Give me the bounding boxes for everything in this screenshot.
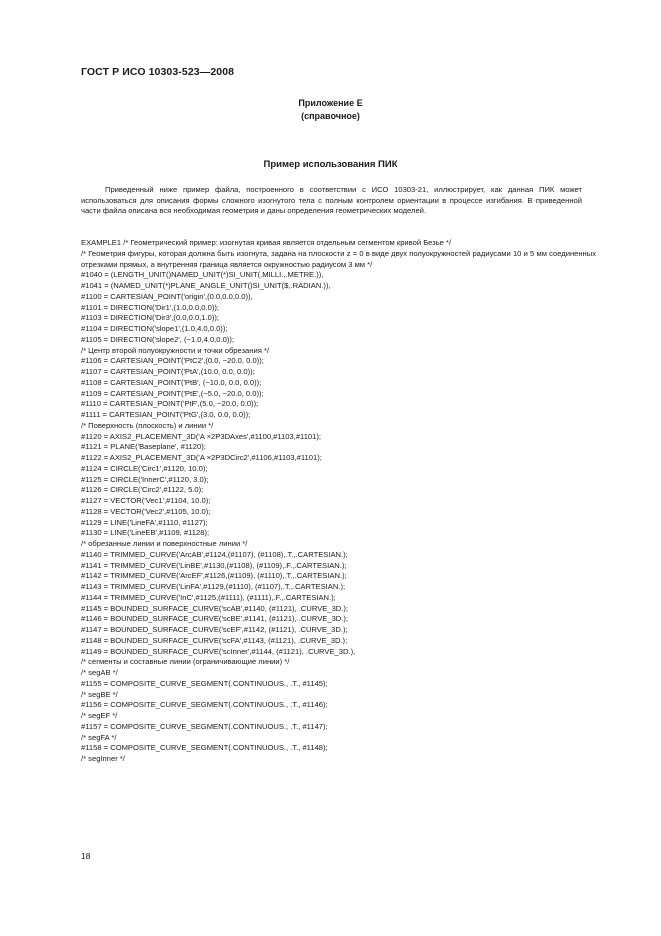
code-line: #1108 = CARTESIAN_POINT('PtB', (−10.0, 0.0, 0.0));: [81, 377, 262, 387]
appendix-heading: [0, 97, 661, 122]
code-line: /* сегменты и составные линии (ограничивающие линии) */: [81, 657, 290, 667]
page-number: 18: [81, 851, 91, 861]
appendix-title: Приложение Е: [298, 98, 363, 108]
code-line: #1106 = CARTESIAN_POINT('PtC2',(0.0, −20.0, 0.0));: [81, 356, 264, 366]
code-line: #1105 = DIRECTION('slope2', (−1.0,4.0,0.0));: [81, 334, 235, 344]
code-line: /* segInner */: [81, 754, 125, 763]
code-line: #1129 = LINE('LineFA',#1110, #1127);: [81, 517, 208, 527]
code-listing: [81, 238, 596, 765]
code-line: #1149 = BOUNDED_SURFACE_CURVE('scInner',#1144, (#1121), .CURVE_3D.),: [81, 646, 356, 656]
code-line: #1158 = COMPOSITE_CURVE_SEGMENT(.CONTINUOUS., .T., #1148);: [81, 743, 328, 753]
code-line: #1103 = DIRECTION('Dir3',(0.0,0.0,1.0));: [81, 313, 220, 323]
code-line: #1127 = VECTOR('Vec1',#1104, 10.0);: [81, 496, 211, 505]
code-line: #1107 = CARTESIAN_POINT('PtA',(10.0, 0.0, 0.0));: [81, 367, 255, 376]
document-header: ГОСТ Р ИСО 10303-523—2008: [81, 66, 235, 78]
code-line: #1121 = PLANE('Baseplane', #1120);: [81, 442, 206, 452]
code-line: EXAMPLE1 /* Геометрический пример: изогнутая кривая является отдельным сегментом кривой Безье */: [81, 238, 452, 247]
code-line: /* Центр второй полуокружности и точки обрезания */: [81, 345, 270, 355]
code-line: #1101 = DIRECTION('Dir1',(1.0,0.0,0.0));: [81, 302, 220, 312]
code-line: #1120 = AXIS2_PLACEMENT_3D('A ×2P3DAxes',#1100,#1103,#1101);: [81, 431, 322, 441]
code-line: #1125 = CIRCLE('InnerC',#1120, 3.0);: [81, 474, 209, 484]
code-line: #1130 = LINE('LineEB',#1109, #1128);: [81, 528, 210, 538]
code-line: #1140 = TRIMMED_CURVE('ArcAB',#1124,(#1107), (#1108),.T.,.CARTESIAN.);: [81, 549, 348, 559]
code-line: #1040 = (LENGTH_UNIT()NAMED_UNIT(*)SI_UNIT(.MILLI.,.METRE.)),: [81, 270, 324, 280]
code-line: #1100 = CARTESIAN_POINT('origin',(0.0,0.0,0.0)),: [81, 291, 253, 301]
code-line: #1156 = COMPOSITE_CURVE_SEGMENT(.CONTINUOUS., .T., #1146);: [81, 700, 328, 710]
intro-paragraph: Приведенный ниже пример файла, построенного в соответствии с ИСО 10303-21, иллюстрирует, как данная ПИК может использоваться для описания формы сложного изогнутого тела с полным контролем ориентации в процессе изгибания. В приведенной части файла описана вся необходимая геометрия и даны определения геометрических моделей.: [81, 185, 582, 216]
code-line: #1143 = TRIMMED_CURVE('LinFA',#1129,(#1110), (#1107),.T.,.CARTESIAN.);: [81, 582, 346, 591]
code-line: /* segEF */: [81, 711, 118, 720]
code-line: #1157 = COMPOSITE_CURVE_SEGMENT(.CONTINUOUS., .T., #1147);: [81, 721, 328, 731]
code-line: #1126 = CIRCLE('Circ2',#1122, 5.0);: [81, 485, 204, 495]
code-line: #1141 = TRIMMED_CURVE('LinBE',#1130,(#1108), (#1109),.F.,.CARTESIAN.);: [81, 560, 347, 570]
appendix-type: (справочное): [301, 110, 360, 121]
code-line: #1155 = COMPOSITE_CURVE_SEGMENT(.CONTINUOUS., .T., #1145);: [81, 678, 328, 688]
code-line: #1104 = DIRECTION('slope1',(1.0,4.0,0.0));: [81, 324, 228, 333]
code-line: #1145 = BOUNDED_SURFACE_CURVE('scAB',#1140, (#1121), .CURVE_3D.);: [81, 603, 349, 613]
code-line: /* segBE */: [81, 689, 118, 699]
code-line: #1148 = BOUNDED_SURFACE_CURVE('scFA',#1143, (#1121), .CURVE_3D.);: [81, 635, 348, 645]
code-line: /* обрезанные линии и поверхностные линии */: [81, 539, 248, 548]
code-line: #1110 = CARTESIAN_POINT('PtF',(5.0, −20.0, 0.0));: [81, 399, 259, 409]
code-line: #1147 = BOUNDED_SURFACE_CURVE('scEF',#1142, (#1121), .CURVE_3D.);: [81, 625, 348, 634]
code-line: #1109 = CARTESIAN_POINT('PtE',(−5.0, −20.0, 0.0));: [81, 388, 264, 398]
code-line: #1111 = CARTESIAN_POINT('PtG',(3.0, 0.0, 0.0));: [81, 410, 251, 419]
code-line: #1146 = BOUNDED_SURFACE_CURVE('scBE',#1141, (#1121), .CURVE_3D.);: [81, 614, 349, 624]
code-line: #1142 = TRIMMED_CURVE('ArcEF',#1126,(#1109), (#1110),.T.,.CARTESIAN.);: [81, 571, 347, 581]
code-line: #1122 = AXIS2_PLACEMENT_3D('A ×2P3DCirc2',#1106,#1103,#1101);: [81, 453, 322, 462]
section-title: Пример использования ПИК: [263, 159, 398, 170]
code-line: /* segFA */: [81, 732, 117, 742]
code-line: /* segAB */: [81, 668, 118, 677]
code-line: #1128 = VECTOR('Vec2',#1105, 10.0);: [81, 506, 211, 516]
code-line: #1144 = TRIMMED_CURVE('InC',#1125,(#1111), (#1111),.F.,.CARTESIAN.);: [81, 592, 336, 602]
code-line: /* Геометрия фигуры, которая должна быть изогнута, задана на плоскости z = 0 в виде двух полуокружностей радиусами 10 и 5 мм соединенных отрезками прямых, а внутренняя граница является окружностью радиусом 3 мм */: [81, 248, 596, 269]
code-line: #1124 = CIRCLE('Circ1',#1120, 10.0);: [81, 463, 208, 473]
code-line: #1041 = (NAMED_UNIT(*)PLANE_ANGLE_UNIT()SI_UNIT($,.RADIAN.)),: [81, 281, 331, 290]
code-line: /* Поверхность (плоскость) и линии */: [81, 420, 214, 430]
